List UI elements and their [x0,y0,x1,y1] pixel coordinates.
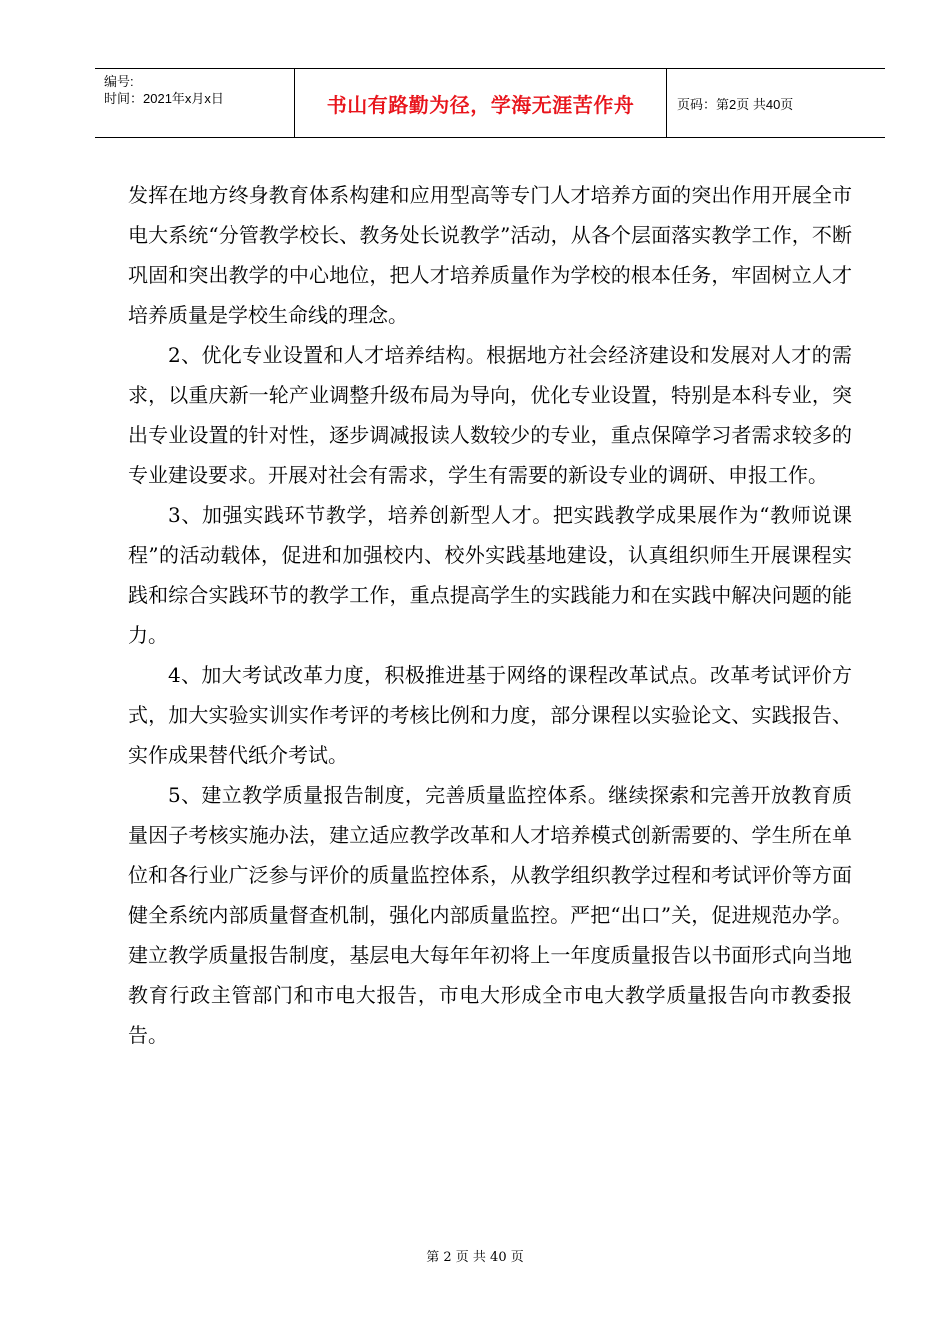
paragraph: 发挥在地方终身教育体系构建和应用型高等专门人才培养方面的突出作用开展全市电大系统“分管教学校长、教务处长说教学”活动，从各个层面落实教学工作，不断巩固和突出教学的中心地位，把人才培养质量作为学校的根本任务，牢固树立人才培养质量是学校生命线的理念。 [128,183,852,327]
paragraph: 2、优化专业设置和人才培养结构。根据地方社会经济建设和发展对人才的需求，以重庆新一轮产业调整升级布局为导向，优化专业设置，特别是本科专业，突出专业设置的针对性，逐步调减报读人数较少的专业，重点保障学习者需求较多的专业建设要求。开展对社会有需求，学生有需要的新设专业的调研、申报工作。 [128,343,852,487]
header-page-code: 页码：第2页 共40页 [677,96,794,112]
header-motto: 书山有路勤为径，学海无涯苦作舟 [326,92,635,117]
document-number-label: 编号: [104,74,134,89]
footer-page-number: 第 2 页 共 40 页 [426,1250,524,1265]
header-meta [95,69,295,137]
paragraph: 4、加大考试改革力度，积极推进基于网络的课程改革试点。改革考试评价方式，加大实验实训实作考评的考核比例和力度，部分课程以实验论文、实践报告、实作成果替代纸介考试。 [128,663,852,767]
page-footer [0,1246,950,1265]
page-header [95,68,885,138]
header-motto-cell [295,69,667,137]
document-body [128,175,852,1055]
paragraph: 3、加强实践环节教学，培养创新型人才。把实践教学成果展作为“教师说课程”的活动载体，促进和加强校内、校外实践基地建设，认真组织师生开展课程实践和综合实践环节的教学工作，重点提高学生的实践能力和在实践中解决问题的能力。 [128,503,852,647]
paragraph: 5、建立教学质量报告制度，完善质量监控体系。继续探索和完善开放教育质量因子考核实施办法，建立适应教学改革和人才培养模式创新需要的、学生所在单位和各行业广泛参与评价的质量监控体系，从教学组织教学过程和考试评价等方面健全系统内部质量督查机制，强化内部质量监控。严把“出口”关，促进规范办学。建立教学质量报告制度，基层电大每年年初将上一年度质量报告以书面形式向当地教育行政主管部门和市电大报告，市电大形成全市电大教学质量报告向市教委报告。 [128,783,852,1047]
document-time-label: 时间：2021年x月x日 [104,91,224,106]
header-page-code-cell [667,69,885,137]
